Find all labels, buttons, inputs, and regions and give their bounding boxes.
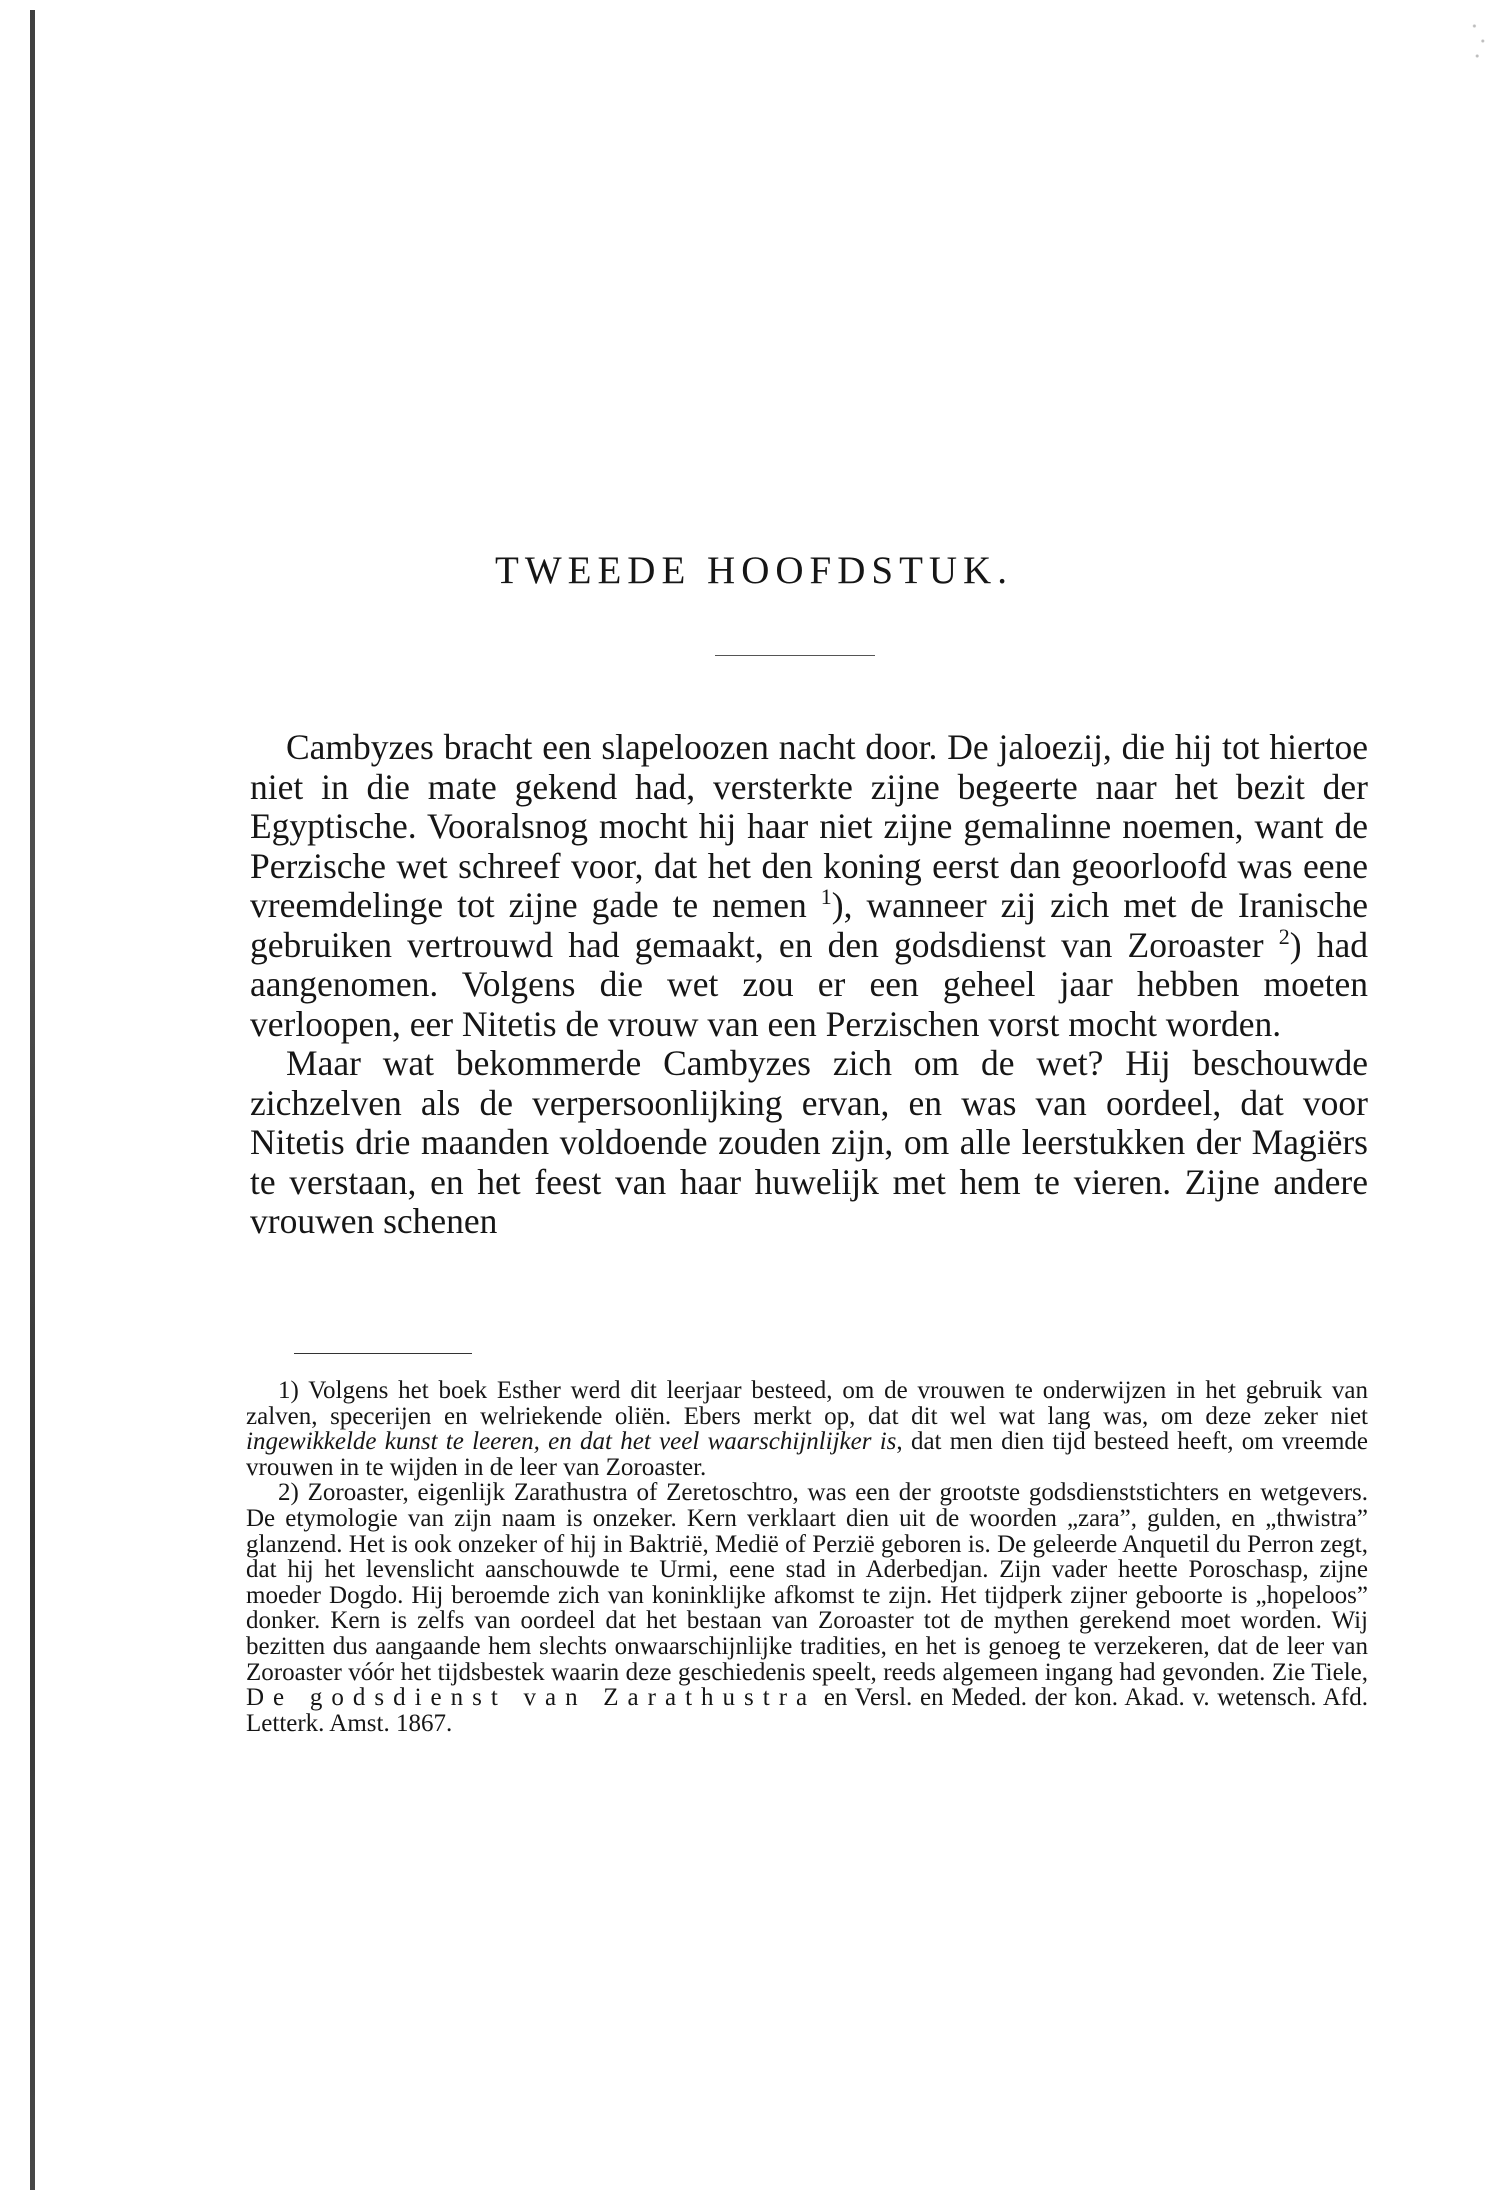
footnote-1-text-b: , dat men dien tijd besteed heeft, om vreemde vrouwen in te wijden in de leer van Zoroaster.: [246, 1428, 1368, 1481]
footnote-2: [246, 1480, 1368, 1736]
paragraph-1: [250, 728, 1368, 1044]
paragraph-1-part-1: Cambyzes bracht een slapeloozen nacht door. De jaloezij, die hij tot hiertoe niet in die mate gekend had, versterkte zijne begeerte naar het bezit der Egyptische. Vooralsnog mocht hij haar niet zijne gemalinne noemen, want de Perzische wet schreef voor, dat het den koning eerst dan geoorloofd was eene vreemdelinge tot zijne gade te nemen: [250, 727, 1368, 925]
footnote-2-marker: 2): [278, 1479, 299, 1507]
footnote-1-italic: ingewikkelde kunst te leeren, en dat het veel waarschijnlijker is: [246, 1428, 897, 1456]
footnote-1-marker: 1): [278, 1377, 299, 1404]
footnote-2-text-a: Zoroaster, eigenlijk Zarathustra of Zeretoschtro, was een der grootste godsdienststichters en wetgevers. De etymologie van zijn naam is onzeker. Kern verklaart dien uit de woorden „zara”, gulden, en „thwistra” glanzend. Het is ook onzeker of hij in Baktrië, Medië of Perzië geboren is. De geleerde Anquetil du Perron zegt, dat hij het levenslicht aanschouwde te Urmi, eene stad in Aderbedjan. Zijn vader heette Poroschasp, zijne moeder Dogdo. Hij beroemde zich van koninklijke afkomst te zijn. Het tijdperk zijner geboorte is „hopeloos” donker. Kern is zelfs van oordeel dat het bestaan van Zoroaster tot de mythen gerekend moet worden. Wij bezitten dus aangaande hem slechts onwaarschijnlijke tradities, en het is genoeg te verzekeren, dat de leer van Zoroaster vóór het tijdsbestek waarin deze geschiedenis speelt, reeds algemeen ingang had gevonden. Zie Tiele,: [246, 1479, 1368, 1686]
footnote-2-book-title: De godsdienst van Zarathustra: [246, 1684, 817, 1712]
binding-edge: [30, 10, 35, 2190]
title-rule: [715, 655, 875, 656]
footnotes: [246, 1378, 1368, 1736]
body-text: [250, 728, 1368, 1242]
paragraph-2: Maar wat bekommerde Cambyzes zich om de wet? Hij beschouwde zichzelven als de verpersoonlijking ervan, en was van oordeel, dat voor Nitetis drie maanden voldoende zouden zijn, om alle leerstukken der Magiërs te verstaan, en het feest van haar huwelijk met hem te vieren. Zijne andere vrouwen schenen: [250, 1043, 1368, 1241]
paragraph-1-part-3: ) had aangenomen. Volgens die wet zou er een geheel jaar hebben moeten verloopen, eer Nitetis de vrouw van een Perzischen vorst mocht worden.: [250, 924, 1368, 1044]
chapter-title: TWEEDE HOOFDSTUK.: [495, 549, 1013, 592]
paragraph-1-part-2: ), wanneer zij zich met de Iranische gebruiken vertrouwd had gemaakt, en den godsdienst van Zoroaster: [250, 885, 1368, 965]
footnote-ref-2[interactable]: 2: [1278, 923, 1290, 949]
footnote-rule: [294, 1353, 472, 1354]
footnote-ref-1[interactable]: 1: [820, 884, 832, 910]
footnote-2-text-b: en Versl. en Meded. der kon. Akad. v. wetensch. Afd. Letterk. Amst. 1867.: [246, 1684, 1368, 1737]
footnote-1: [246, 1378, 1368, 1480]
footnote-1-text-a: Volgens het boek Esther werd dit leerjaar besteed, om de vrouwen te onderwijzen in het gebruik van zalven, specerijen en welriekende oliën. Ebers merkt op, dat dit wel wat lang was, om deze zeker niet: [246, 1377, 1368, 1430]
scan-specks: [1466, 16, 1494, 66]
